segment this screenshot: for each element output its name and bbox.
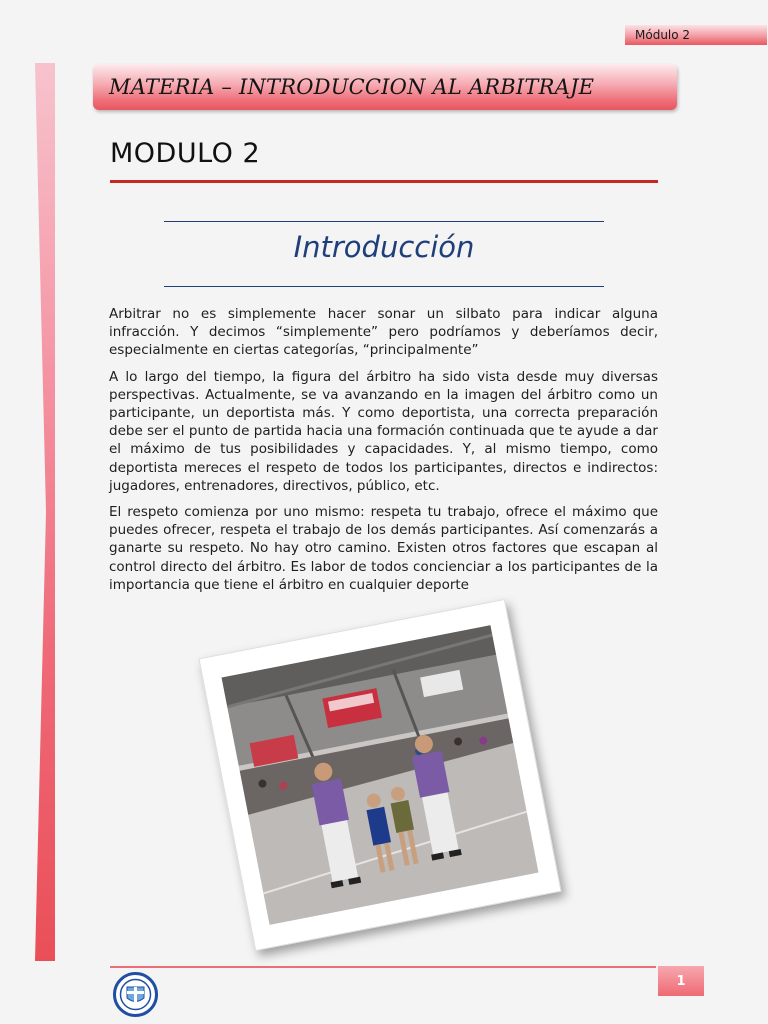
decorative-side-bar — [35, 63, 55, 961]
page-title: MODULO 2 — [110, 138, 261, 169]
footer-rule — [110, 966, 656, 968]
title-underline — [110, 180, 658, 183]
paragraph-3: El respeto comienza por uno mismo: respeta tu trabajo, ofrece el máximo que puedes ofrecer, respeta el trabajo de los demás participantes. Así comenzarás a ganarte su respeto. No hay otro camino. Existen otros factores que escapan al control directo del árbitro. Es labor de todos concienciar a los participantes de la importancia que tiene el árbitro en cualquier deporte — [109, 504, 658, 593]
paragraph-2: A lo largo del tiempo, la figura del árbitro ha sido vista desde muy diversas perspectivas. Actualmente, se va avanzando en la imagen del árbitro como un participante, un deportista más. Y como deportista, una correcta preparación debe ser el punto de partida hacia una formación continuada que te ayude a dar el máximo de tus posibilidades y capacidades. Y, al mismo tiempo, como deportista mereces el respeto de todos los participantes, directos e indirectos: jugadores, entrenadores, directivos, público, etc. — [109, 368, 658, 494]
materia-banner: MATERIA – INTRODUCCION AL ARBITRAJE — [93, 64, 677, 110]
body-text — [109, 305, 658, 602]
referees-photo — [221, 625, 538, 925]
page-number: 1 — [658, 966, 704, 996]
paragraph-1: Arbitrar no es simplemente hacer sonar un silbato para indicar alguna infracción. Y decimos “simplemente” pero podríamos y deberíamos decir, especialmente en ciertas categorías, “principalmente” — [109, 306, 658, 359]
referees-photo-illustration — [221, 625, 538, 925]
header-module-tab: Módulo 2 — [625, 25, 767, 45]
section-heading: Introducción — [293, 230, 475, 264]
photo-frame — [198, 599, 561, 951]
federation-logo — [113, 972, 158, 1017]
heading-rule-top — [164, 221, 604, 222]
heading-rule-bottom — [164, 286, 604, 287]
